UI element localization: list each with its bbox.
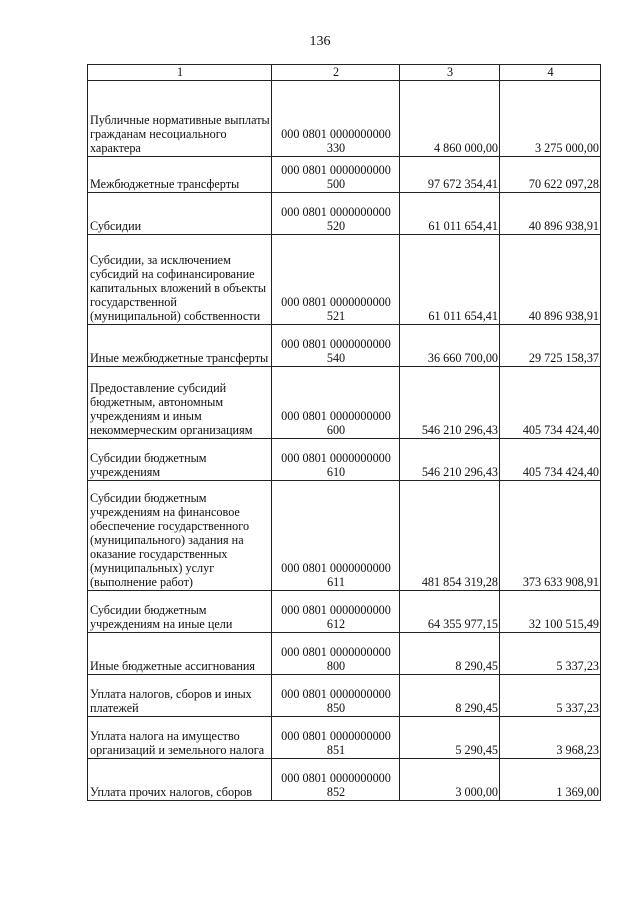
row-code-cell [272,439,400,481]
table-row [88,675,601,717]
row-name-cell: Субсидии бюджетным учреждениям на финансовое обеспечение государственного (муниципального) задания на оказание государственных (муниципальных) услуг (выполнение работ) [88,481,272,591]
row-code-prefix: 000 0801 0000000000 [281,409,391,423]
row-code-prefix: 000 0801 0000000000 [281,729,391,743]
row-value-col4: 5 337,23 [500,633,601,675]
row-value-col4: 3 275 000,00 [500,81,601,157]
row-value-col4: 1 369,00 [500,759,601,801]
row-code-suffix: 611 [327,575,345,589]
row-code-prefix: 000 0801 0000000000 [281,771,391,785]
table-row [88,481,601,591]
row-code-cell [272,81,400,157]
row-code-cell [272,633,400,675]
row-code-prefix: 000 0801 0000000000 [281,205,391,219]
row-value-col4: 5 337,23 [500,675,601,717]
row-name-cell: Уплата прочих налогов, сборов [88,759,272,801]
row-value-col3: 64 355 977,15 [400,591,500,633]
row-name-cell: Иные межбюджетные трансферты [88,325,272,367]
row-name-cell: Субсидии [88,193,272,235]
row-code-suffix: 852 [326,785,346,799]
row-code-suffix: 851 [326,743,346,757]
row-code-cell [272,157,400,193]
row-value-col4: 70 622 097,28 [500,157,601,193]
row-value-col4: 3 968,23 [500,717,601,759]
row-value-col4: 29 725 158,37 [500,325,601,367]
table-row [88,325,601,367]
row-code-suffix: 540 [326,351,346,365]
row-code-cell [272,675,400,717]
row-value-col3: 4 860 000,00 [400,81,500,157]
row-code-suffix: 600 [326,423,346,437]
table-row [88,591,601,633]
row-value-col4: 40 896 938,91 [500,235,601,325]
row-value-col3: 8 290,45 [400,675,500,717]
row-code-prefix: 000 0801 0000000000 [281,127,391,141]
row-name-cell: Субсидии бюджетным учреждениям на иные цели [88,591,272,633]
budget-table [87,64,601,801]
row-code-cell [272,325,400,367]
row-code-cell [272,481,400,591]
row-code-prefix: 000 0801 0000000000 [281,337,391,351]
table-row [88,81,601,157]
table-header-row [88,65,601,81]
column-header-4: 4 [500,65,601,81]
table-row [88,235,601,325]
row-code-prefix: 000 0801 0000000000 [281,295,391,309]
row-value-col3: 546 210 296,43 [400,439,500,481]
row-value-col4: 40 896 938,91 [500,193,601,235]
row-name-cell: Межбюджетные трансферты [88,157,272,193]
row-value-col4: 405 734 424,40 [500,367,601,439]
table-row [88,157,601,193]
row-code-prefix: 000 0801 0000000000 [281,603,391,617]
table-row [88,367,601,439]
row-code-prefix: 000 0801 0000000000 [281,451,391,465]
row-name-cell: Субсидии бюджетным учреждениям [88,439,272,481]
row-value-col3: 481 854 319,28 [400,481,500,591]
row-value-col4: 32 100 515,49 [500,591,601,633]
row-value-col3: 546 210 296,43 [400,367,500,439]
row-value-col3: 3 000,00 [400,759,500,801]
row-code-cell [272,367,400,439]
table-row [88,717,601,759]
table-row [88,759,601,801]
row-code-cell [272,759,400,801]
row-name-cell: Субсидии, за исключением субсидий на софинансирование капитальных вложений в объекты государственной (муниципальной) собственности [88,235,272,325]
column-header-1: 1 [88,65,272,81]
row-code-prefix: 000 0801 0000000000 [281,687,391,701]
row-code-prefix: 000 0801 0000000000 [281,645,391,659]
row-code-suffix: 850 [326,701,346,715]
row-code-suffix: 612 [326,617,346,631]
page-number: 136 [309,34,331,49]
row-name-cell: Публичные нормативные выплаты гражданам несоциального характера [88,81,272,157]
row-value-col4: 405 734 424,40 [500,439,601,481]
row-code-suffix: 500 [326,177,346,191]
row-value-col3: 5 290,45 [400,717,500,759]
row-code-cell [272,193,400,235]
row-code-suffix: 610 [326,465,346,479]
row-code-prefix: 000 0801 0000000000 [281,163,391,177]
row-code-suffix: 520 [326,219,346,233]
row-code-suffix: 800 [326,659,346,673]
row-value-col3: 61 011 654,41 [400,235,500,325]
row-value-col4: 373 633 908,91 [500,481,601,591]
row-code-suffix: 521 [326,309,346,323]
row-name-cell: Уплата налога на имущество организаций и земельного налога [88,717,272,759]
column-header-3: 3 [400,65,500,81]
table-body [88,81,601,801]
row-code-cell [272,591,400,633]
table-row [88,193,601,235]
row-name-cell: Иные бюджетные ассигнования [88,633,272,675]
column-header-2: 2 [272,65,400,81]
row-code-suffix: 330 [326,141,346,155]
row-code-prefix: 000 0801 0000000000 [281,561,391,575]
row-value-col3: 8 290,45 [400,633,500,675]
row-value-col3: 97 672 354,41 [400,157,500,193]
row-name-cell: Уплата налогов, сборов и иных платежей [88,675,272,717]
row-value-col3: 36 660 700,00 [400,325,500,367]
row-value-col3: 61 011 654,41 [400,193,500,235]
row-code-cell [272,235,400,325]
row-code-cell [272,717,400,759]
row-name-cell: Предоставление субсидий бюджетным, автономным учреждениям и иным некоммерческим организациям [88,367,272,439]
table-row [88,439,601,481]
table-row [88,633,601,675]
